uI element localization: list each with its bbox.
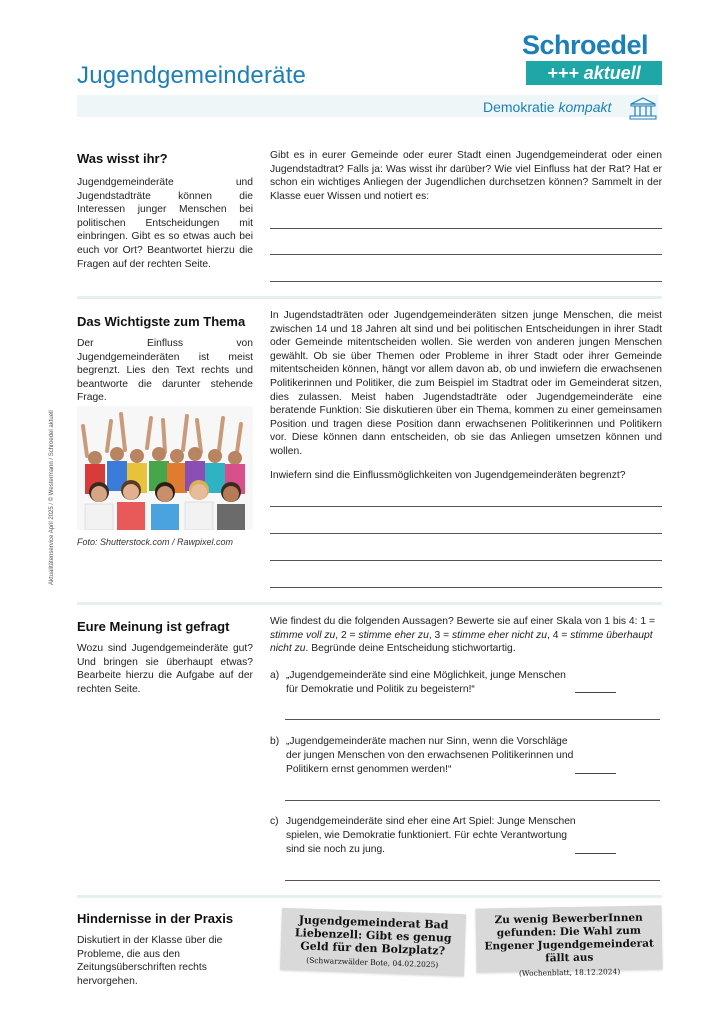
- section-divider: [77, 895, 662, 898]
- brand-name: Schroedel: [522, 30, 649, 60]
- statement-label: b): [270, 736, 280, 747]
- section-heading-wichtigste: Das Wichtigste zum Thema: [77, 314, 246, 329]
- brand-tag: +++ aktuell: [526, 61, 662, 85]
- answer-line[interactable]: [270, 560, 662, 561]
- page-title: Jugendgemeinderäte: [77, 62, 307, 89]
- building-icon: [628, 96, 658, 120]
- section-divider: [77, 296, 662, 299]
- crowd-illustration: [77, 406, 253, 530]
- rating-line[interactable]: [575, 853, 616, 854]
- intro-part: , 2 =: [335, 629, 359, 641]
- clipping-headline: Jugendgemeinderat Bad Liebenzell: Gibt es genug Geld für den Bolzplatz?: [294, 913, 452, 958]
- answer-line[interactable]: [270, 228, 662, 229]
- statement-label: a): [270, 670, 280, 681]
- series-label: [483, 99, 611, 115]
- statement-text: „Jugendgemeinderäte sind eine Möglichkeit, junge Menschen für Demokratie und Politik zu begeistern!“: [286, 670, 566, 695]
- statement-text: „Jugendgemeinderäte machen nur Sinn, wenn die Vorschläge der jungen Menschen von den erwachsenen Politikerinnen und Politikern ernst genommen werden!“: [286, 736, 574, 775]
- section2-right-text: In Jugendstadträten oder Jugendgemeinderäten sitzen junge Menschen, die meist zwischen 14 und 18 Jahren alt sind und bei politischen Entscheidungen in ihrer Stadt oder Gemeinde mitentscheiden wollen. Sie werden von anderen jungen Menschen gewählt. Ob sie über Themen oder Probleme in ihrer Stadt oder ihrer Gemeinde mitentscheiden können, hängt vor allem davon ab, ob und inwiefern die erwachsenen Politikerinnen und Politiker, die zum Beispiel im Stadtrat oder im Gemeinderat sitzen, dies zulassen. Meist haben Jugendstadträte oder Jugendgemeinderäte eine beratende Funktion: Sie diskutieren über ein Thema, kommen zu einer gemeinsamen Position und tragen diese Position dann erwachsenen Politikerinnen und Politikern vor. Diese können dann entscheiden, ob sie das Anliegen umsetzen können und wollen.: [270, 310, 662, 457]
- section-heading-was-wisst-ihr: Was wisst ihr?: [77, 151, 168, 166]
- scale-label: stimme überhaupt nicht zu: [270, 629, 653, 655]
- section2-left-text: Der Einfluss von Jugendgemeinderäten ist meist begrenzt. Lies den Text rechts und beantworte die darunter stehende Frage.: [77, 338, 253, 404]
- clipping-headline: Zu wenig BewerberInnen gefunden: Die Wahl zum Engener Jugendgemeinderat fällt aus: [484, 911, 654, 965]
- photo-young-people: [77, 406, 253, 530]
- answer-line[interactable]: [270, 506, 662, 507]
- statement-text: Jugendgemeinderäte sind eher eine Art Spiel: Junge Menschen spielen, wie Demokratie funktioniert. Für echte Verantwortung sind sie noch zu jung.: [286, 816, 576, 855]
- side-credit: Aktualitätenservice April 2025 / © Westermann / Schroedel aktuell: [49, 410, 55, 585]
- answer-line[interactable]: [285, 719, 660, 720]
- brand-logo: [522, 30, 662, 85]
- scale-label: stimme eher nicht zu: [452, 629, 547, 641]
- scale-label: stimme voll zu: [270, 629, 336, 641]
- section1-right-text: Gibt es in eurer Gemeinde oder eurer Stadt einen Jugendgemeinderat oder einen Jugendstadtrat? Falls ja: Was wisst ihr darüber? Wie viel Einfluss hat der Rat? Hat er schon ein wichtiges Anliegen der Jugendlichen durchsetzen können? Sammelt in der Klasse euer Wissen und notiert es:: [270, 150, 662, 202]
- answer-line[interactable]: [285, 800, 660, 801]
- intro-part: . Begründe deine Entscheidung stichwortartig.: [305, 643, 516, 655]
- scale-label: stimme eher zu: [358, 629, 429, 641]
- answer-line[interactable]: [270, 533, 662, 534]
- answer-line[interactable]: [270, 281, 662, 282]
- section-heading-meinung: Eure Meinung ist gefragt: [77, 619, 230, 634]
- answer-line[interactable]: [285, 880, 660, 881]
- intro-part: , 4 =: [547, 629, 571, 641]
- section3-intro: [270, 615, 664, 656]
- section-divider: [77, 602, 662, 605]
- series-label-italic: kompakt: [558, 99, 612, 115]
- intro-part: Wie findest du die folgenden Aussagen? Bewerte sie auf einer Skala von 1 bis 4: 1 =: [270, 616, 655, 627]
- newspaper-clipping: [475, 905, 662, 978]
- section2-question: Inwiefern sind die Einflussmöglichkeiten von Jugendgemeinderäten begrenzt?: [270, 470, 626, 481]
- clipping-source: (Schwarzwälder Bote, 04.02.2025): [306, 955, 439, 970]
- answer-line[interactable]: [270, 254, 662, 255]
- section3-left-text: Wozu sind Jugendgemeinderäte gut? Und bringen sie überhaupt etwas? Bearbeite hierzu die Aufgabe auf der rechten Seite.: [77, 643, 253, 695]
- rating-line[interactable]: [575, 773, 616, 774]
- newspaper-clipping: [280, 908, 466, 976]
- rating-line[interactable]: [575, 692, 616, 693]
- section4-left-text: Diskutiert in der Klasse über die Probleme, die aus den Zeitungsüberschriften rechts hervorgehen.: [77, 935, 223, 987]
- photo-caption: Foto: Shutterstock.com / Rawpixel.com: [77, 537, 234, 547]
- section1-left-text: Jugendgemeinderäte und Jugendstadträte können die Interessen junger Menschen bei politischen Entscheidungen mit einbringen. Gibt es so etwas auch bei euch vor Ort? Beantwortet hierzu die Fragen auf der rechten Seite.: [77, 177, 253, 270]
- section-heading-hindernisse: Hindernisse in der Praxis: [77, 911, 234, 926]
- answer-line[interactable]: [270, 587, 662, 588]
- statement-label: c): [270, 816, 279, 827]
- series-label-main: Demokratie: [483, 99, 555, 115]
- clipping-source: (Wochenblatt, 18.12.2024): [518, 967, 621, 978]
- intro-part: , 3 =: [428, 629, 452, 641]
